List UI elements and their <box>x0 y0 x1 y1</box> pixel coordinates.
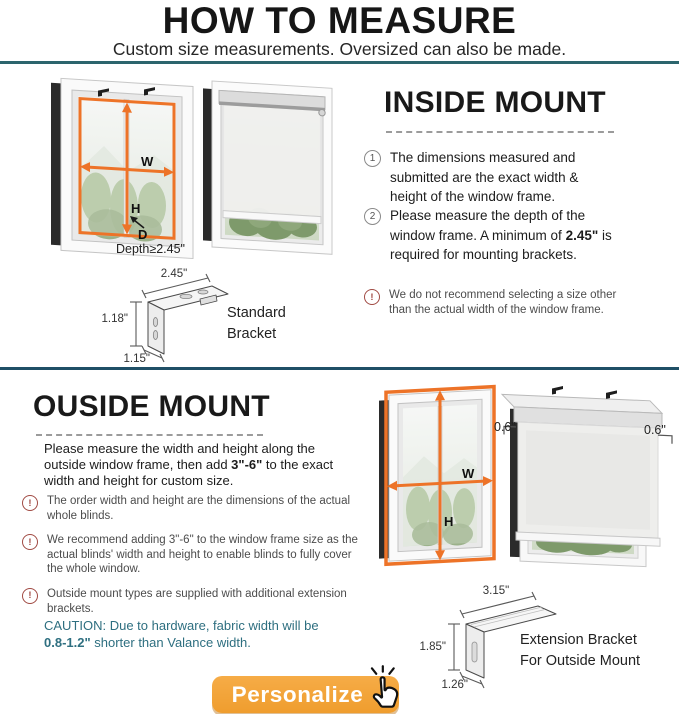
outside-mount-underline <box>36 434 263 436</box>
extension-bracket-label: Extension Bracket For Outside Mount <box>520 632 641 670</box>
height-label: H <box>444 514 454 529</box>
inside-mounted-blind-illustration <box>196 78 342 262</box>
mounting-bracket-icon <box>606 390 617 399</box>
width-label: W <box>141 154 154 169</box>
standard-bracket-label: Standard Bracket <box>227 305 286 343</box>
inside-step-1 <box>364 148 626 207</box>
window-frame-group <box>379 387 494 565</box>
dimension-lines <box>130 274 210 362</box>
caution-text: CAUTION: Due to hardware, fabric width will be 0.8-1.2" shorter than Valance width. <box>44 618 319 651</box>
warning-icon: ! <box>22 534 38 550</box>
bracket-top-dimension: 2.45" <box>160 268 188 280</box>
inside-mount-underline <box>386 131 614 133</box>
top-section-divider <box>0 61 679 64</box>
inside-step-1-text: The dimensions measured and submitted are the exact width & height of the window frame. <box>390 150 579 205</box>
inside-mount-note <box>364 288 624 318</box>
bracket-side-dimension: 1.85" <box>419 641 446 653</box>
outside-mount-heading: OUSIDE MOUNT <box>33 390 270 423</box>
outside-note-3: ! Outside mount types are supplied with additional extension brackets. <box>22 587 362 616</box>
inside-step-2-text: Please measure the depth of the window frame. A minimum of 2.45" is required for mounting brackets. <box>390 208 612 263</box>
blind-window-group <box>502 383 672 567</box>
step-1-number-badge: 1 <box>364 150 381 167</box>
left-overhang-label: 0.6" <box>494 420 516 434</box>
depth-letter: D <box>138 227 148 242</box>
outside-note-2: ! We recommend adding 3"-6" to the window frame size as the actual blinds' width and height to enable blinds to fully cover the whole window. <box>22 533 362 577</box>
height-label: H <box>131 201 141 216</box>
roller-shade <box>223 105 321 217</box>
inside-step-2 <box>364 206 626 265</box>
warning-icon: ! <box>22 495 38 511</box>
outside-mounted-blind-illustration <box>494 374 679 580</box>
blind-window-group <box>203 80 332 254</box>
tap-hand-icon <box>361 664 409 712</box>
inside-window-measurement-diagram <box>38 76 210 266</box>
depth-requirement-label: Depth≥2.45" <box>116 242 185 256</box>
bracket-slot <box>472 642 477 662</box>
inside-mount-heading: INSIDE MOUNT <box>384 86 606 119</box>
outside-mount-intro: Please measure the width and height along the outside window frame, then add 3"-6" to the exact width and height for custom size. <box>44 441 334 488</box>
bracket-bottom-dimension: 1.26" <box>441 679 468 691</box>
page-title: HOW TO MEASURE <box>162 0 517 41</box>
warning-icon: ! <box>364 289 380 305</box>
outside-note-1: ! The order width and height are the dimensions of the actual whole blinds. <box>22 494 362 523</box>
warning-icon: ! <box>22 588 38 604</box>
personalize-label: Personalize <box>231 681 364 707</box>
bracket-bottom-dimension: 1.15" <box>123 353 150 365</box>
width-label: W <box>462 466 475 481</box>
personalize-button[interactable] <box>212 676 399 713</box>
right-overhang-label: 0.6" <box>644 423 666 437</box>
page-subtitle: Custom size measurements. Oversized can also be made. <box>112 39 567 59</box>
outside-window-measurement-diagram <box>372 382 514 568</box>
middle-section-divider <box>0 367 679 370</box>
step-2-number-badge: 2 <box>364 208 381 225</box>
bracket-top-dimension: 3.15" <box>482 585 510 597</box>
inside-note-text: We do not recommend selecting a size other than the actual width of the window frame. <box>389 289 617 316</box>
outside-mount-notes <box>22 494 362 616</box>
window-frame-group <box>51 78 193 259</box>
mounting-bracket-icon <box>552 386 563 395</box>
bracket-side-dimension: 1.18" <box>101 313 128 325</box>
